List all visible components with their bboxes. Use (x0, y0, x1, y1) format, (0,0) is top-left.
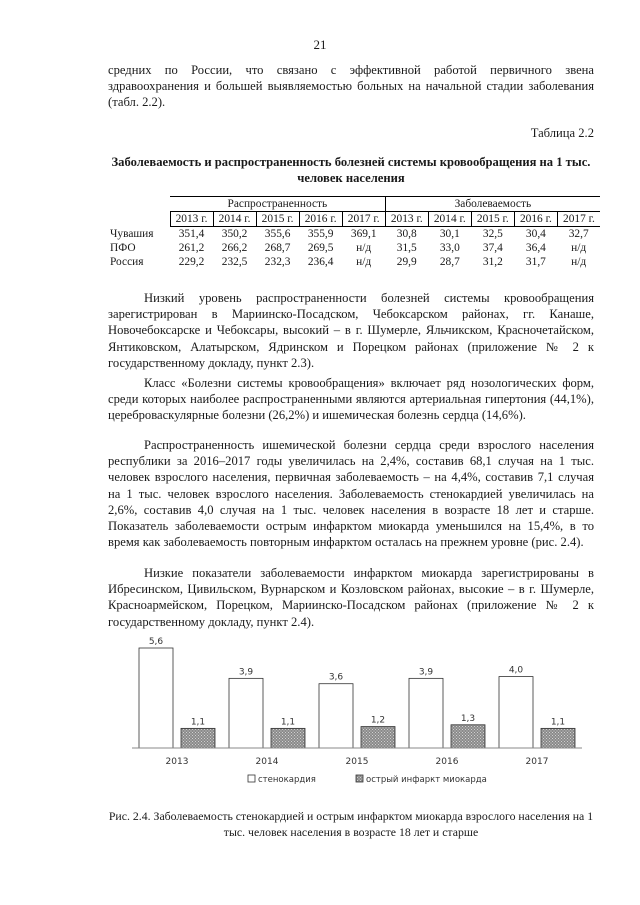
data-label: 1,1 (280, 717, 296, 728)
year-header: 2013 г. (170, 212, 213, 227)
x-tick-label: 2016 (435, 757, 459, 767)
table-cell: 33,0 (439, 242, 460, 254)
data-label: 1,1 (190, 717, 206, 728)
year-header: 2013 г. (385, 212, 428, 227)
table-cell: 236,4 (307, 256, 334, 268)
table-row (108, 255, 600, 269)
year-header: 2017 г. (342, 212, 385, 227)
x-tick-label: 2014 (255, 757, 279, 767)
bar-infarct (181, 728, 215, 748)
data-label: 3,9 (418, 667, 434, 678)
data-label: 3,6 (328, 672, 344, 683)
paragraph-ischemic: Распространенность ишемической болезни сердца среди взрослого населения республики за 2016–2017 годы увеличилась на 2,4%, составив 68,1 случая на 1 тыс. человек взрослого населения, первичная заболеваемость – на 4,4%, составив 7,1 случая на 1 тыс. человек взрослого населения. Заболеваемость стенокардией увеличилась на 2,6%, составив 4,0 случая на 1 тыс. человек населения в возрасте 18 лет и старше. Показатель заболеваемости острым инфарктом миокарда уменьшился на 15,4%, в то время как заболеваемость повторным инфарктом осталась на прежнем уровне (рис. 2.4). (108, 438, 594, 550)
x-tick-label: 2015 (345, 757, 369, 767)
incidence-header: Заболеваемость (385, 197, 600, 212)
bar-angina (139, 648, 173, 748)
table-cell: 229,2 (178, 256, 205, 268)
row-region: Россия (110, 256, 144, 268)
table-number: Таблица 2.2 (530, 126, 594, 140)
angina-infarct-bar-chart (120, 636, 590, 796)
table-cell: 30,8 (396, 228, 417, 240)
table-cell: н/д (356, 242, 372, 254)
table-cell: 28,7 (439, 256, 460, 268)
table-cell: 232,3 (264, 256, 291, 268)
data-label: 1,1 (550, 717, 566, 728)
page-number: 21 (313, 37, 327, 52)
table-cell: 36,4 (525, 242, 546, 254)
data-label: 1,3 (460, 713, 476, 724)
table-cell: 32,7 (568, 228, 589, 240)
bar-infarct (541, 728, 575, 748)
bar-angina (319, 684, 353, 748)
year-header: 2016 г. (514, 212, 557, 227)
paragraph-nosology: Класс «Болезни системы кровообращения» включает ряд нозологических форм, среди которых наиболее распространенными являются артериальная гипертония (44,1%), цереброваскулярные болезни (26,2%) и ишемическая болезнь сердца (14,6%). (108, 376, 594, 423)
table-cell: 261,2 (178, 242, 205, 254)
bar-angina (229, 678, 263, 748)
chart-legend (248, 775, 487, 785)
prevalence-header: Распространенность (170, 197, 385, 212)
year-header: 2017 г. (557, 212, 600, 227)
table-cell: 350,2 (221, 228, 248, 240)
year-header: 2014 г. (428, 212, 471, 227)
table-cell: н/д (356, 256, 372, 268)
table-cell: 31,7 (525, 256, 546, 268)
table-cell: 30,4 (525, 228, 546, 240)
year-header: 2015 г. (471, 212, 514, 227)
table-cell: н/д (571, 242, 587, 254)
morbidity-table (108, 196, 600, 269)
row-region: ПФО (110, 242, 136, 254)
table-cell: 268,7 (264, 242, 291, 254)
bar-angina (409, 678, 443, 748)
table-cell: 351,4 (178, 228, 205, 240)
table-cell: 32,5 (482, 228, 503, 240)
table-cell: 355,6 (264, 228, 291, 240)
data-label: 5,6 (148, 637, 164, 647)
paragraph-prevalence-regions: Низкий уровень распространенности болезней системы кровообращения зарегистрирован в Мариинско-Посадском, Чебоксарском районах, гг. Канаше, Новочебоксарске и Чебоксары, высокий – в г. Шумерле, Яльчикском, Красночетайском, Янтиковском, Алатырском, Ядринском и Порецком районах (приложение № 2 к государственному докладу, пункт 2.3). (108, 291, 594, 370)
table-cell: 369,1 (350, 228, 377, 240)
table-year-header (108, 212, 600, 227)
legend-swatch-angina (248, 775, 255, 782)
table-cell: 266,2 (221, 242, 248, 254)
table-cell: 31,5 (396, 242, 417, 254)
table-group-header (108, 197, 600, 212)
bar-angina (499, 677, 533, 748)
table-cell: 37,4 (482, 242, 503, 254)
legend-swatch-infarct (356, 775, 363, 782)
table-cell: 29,9 (396, 256, 417, 268)
table-cell: 355,9 (307, 228, 334, 240)
row-region: Чувашия (110, 227, 154, 240)
table-cell: 232,5 (221, 256, 248, 268)
bar-infarct (451, 725, 485, 748)
table-cell: 31,2 (482, 256, 503, 268)
x-tick-label: 2017 (525, 757, 549, 767)
table-row (108, 241, 600, 255)
year-header: 2016 г. (299, 212, 342, 227)
x-tick-label: 2013 (165, 757, 189, 767)
legend-label: острый инфаркт миокарда (366, 775, 487, 785)
bar-infarct (271, 728, 305, 748)
data-label: 1,2 (370, 715, 386, 726)
data-label: 3,9 (238, 667, 254, 678)
table-corner (108, 197, 170, 212)
table-cell: 269,5 (307, 242, 334, 254)
data-label: 4,0 (508, 665, 524, 676)
bar-infarct (361, 727, 395, 748)
table-corner-2 (108, 212, 170, 227)
table-row (108, 227, 600, 242)
table-cell: 30,1 (439, 228, 460, 240)
paragraph-intro: средних по России, что связано с эффективной работой первичного звена здравоохранения и большей выявляемостью больных на начальной стадии заболевания (табл. 2.2). (108, 63, 594, 110)
year-header: 2014 г. (213, 212, 256, 227)
legend-label: стенокардия (258, 775, 316, 785)
paragraph-infarct-regions: Низкие показатели заболеваемости инфарктом миокарда зарегистрированы в Ибресинском, Цивильском, Вурнарском и Козловском районах, высокие – в г. Шумерле, Красноармейском, Порецком, Мариинско-Посадском районах (приложение № 2 к государственному докладу, пункт 2.4). (108, 566, 594, 629)
year-header: 2015 г. (256, 212, 299, 227)
figure-caption: Рис. 2.4. Заболеваемость стенокардией и острым инфарктом миокарда взрослого населения на 1 тыс. человек населения в возрасте 18 лет и старше (108, 809, 594, 839)
table-title: Заболеваемость и распространенность болезней системы кровообращения на 1 тыс. человек населения (111, 155, 591, 185)
table-cell: н/д (571, 256, 587, 268)
